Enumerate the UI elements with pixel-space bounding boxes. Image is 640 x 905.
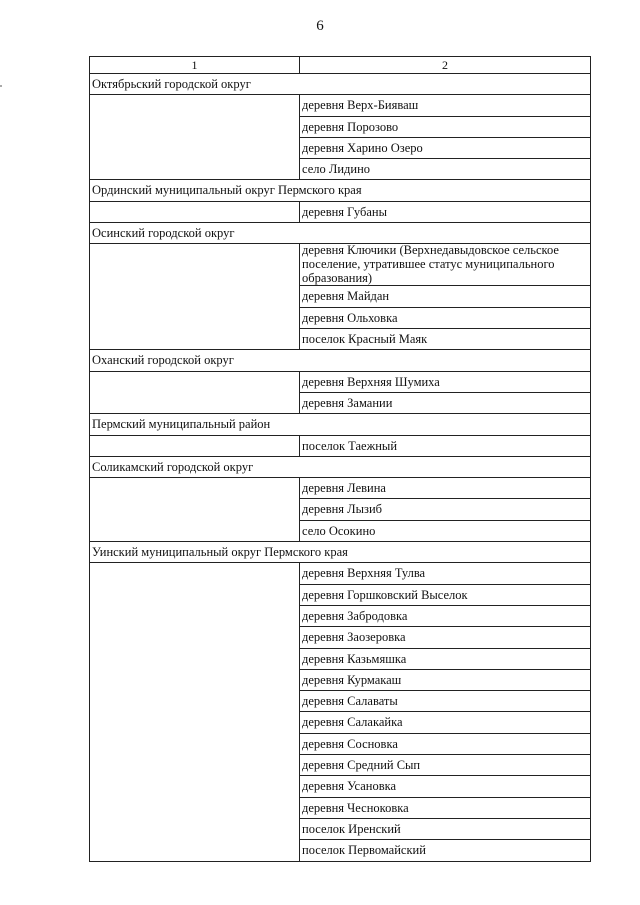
settlement-row: [90, 563, 591, 584]
settlement-name: деревня Средний Сып: [300, 755, 591, 776]
settlement-name: село Лидино: [300, 159, 591, 180]
settlement-name: поселок Первомайский: [300, 840, 591, 861]
settlement-name: деревня Горшковский Выселок: [300, 584, 591, 605]
settlement-name: деревня Губаны: [300, 201, 591, 222]
empty-cell: [90, 435, 300, 456]
settlement-row: [90, 95, 591, 116]
settlement-name: деревня Курмакаш: [300, 669, 591, 690]
settlement-row: [90, 371, 591, 392]
district-row: [90, 456, 591, 477]
scan-mark: [0, 85, 2, 87]
settlement-name: деревня Чесноковка: [300, 797, 591, 818]
district-row: [90, 74, 591, 95]
settlement-name: деревня Ключики (Верхнедавыдовское сельское поселение, утратившее статус муниципального образования): [300, 244, 591, 286]
district-row: [90, 350, 591, 371]
settlement-row: [90, 201, 591, 222]
district-name: Уинский муниципальный округ Пермского края: [90, 542, 591, 563]
district-row: [90, 414, 591, 435]
settlement-name: деревня Порозово: [300, 116, 591, 137]
empty-cell: [90, 95, 300, 180]
settlement-name: деревня Сосновка: [300, 733, 591, 754]
settlement-name: село Осокино: [300, 520, 591, 541]
empty-cell: [90, 563, 300, 861]
settlement-name: деревня Верхняя Тулва: [300, 563, 591, 584]
settlement-row: [90, 478, 591, 499]
settlement-name: деревня Верхняя Шумиха: [300, 371, 591, 392]
settlement-name: деревня Салакайка: [300, 712, 591, 733]
empty-cell: [90, 478, 300, 542]
district-name: Октябрьский городской округ: [90, 74, 591, 95]
empty-cell: [90, 371, 300, 414]
district-row: [90, 223, 591, 244]
settlement-name: деревня Ольховка: [300, 307, 591, 328]
settlement-name: деревня Лызиб: [300, 499, 591, 520]
district-name: Ординский муниципальный округ Пермского края: [90, 180, 591, 201]
column-header-2: 2: [300, 57, 591, 74]
district-row: [90, 542, 591, 563]
district-name: Осинский городской округ: [90, 223, 591, 244]
table-header-row: [90, 57, 591, 74]
settlement-name: поселок Иренский: [300, 818, 591, 839]
settlement-name: деревня Казьмяшка: [300, 648, 591, 669]
settlement-row: [90, 244, 591, 286]
settlement-name: деревня Верх-Бияваш: [300, 95, 591, 116]
settlement-name: деревня Усановка: [300, 776, 591, 797]
settlement-name: деревня Майдан: [300, 286, 591, 307]
district-row: [90, 180, 591, 201]
empty-cell: [90, 244, 300, 350]
settlement-name: деревня Харино Озеро: [300, 137, 591, 158]
settlement-name: поселок Красный Маяк: [300, 329, 591, 350]
settlements-table: [89, 56, 591, 862]
district-name: Оханский городской округ: [90, 350, 591, 371]
settlement-row: [90, 435, 591, 456]
settlement-name: поселок Таежный: [300, 435, 591, 456]
table-body: [90, 57, 591, 862]
settlement-name: деревня Забродовка: [300, 605, 591, 626]
district-name: Пермский муниципальный район: [90, 414, 591, 435]
settlement-name: деревня Замании: [300, 392, 591, 413]
column-header-1: 1: [90, 57, 300, 74]
settlement-name: деревня Салаваты: [300, 691, 591, 712]
empty-cell: [90, 201, 300, 222]
district-name: Соликамский городской округ: [90, 456, 591, 477]
page-number: 6: [316, 18, 324, 34]
settlement-name: деревня Левина: [300, 478, 591, 499]
settlement-name: деревня Заозеровка: [300, 627, 591, 648]
